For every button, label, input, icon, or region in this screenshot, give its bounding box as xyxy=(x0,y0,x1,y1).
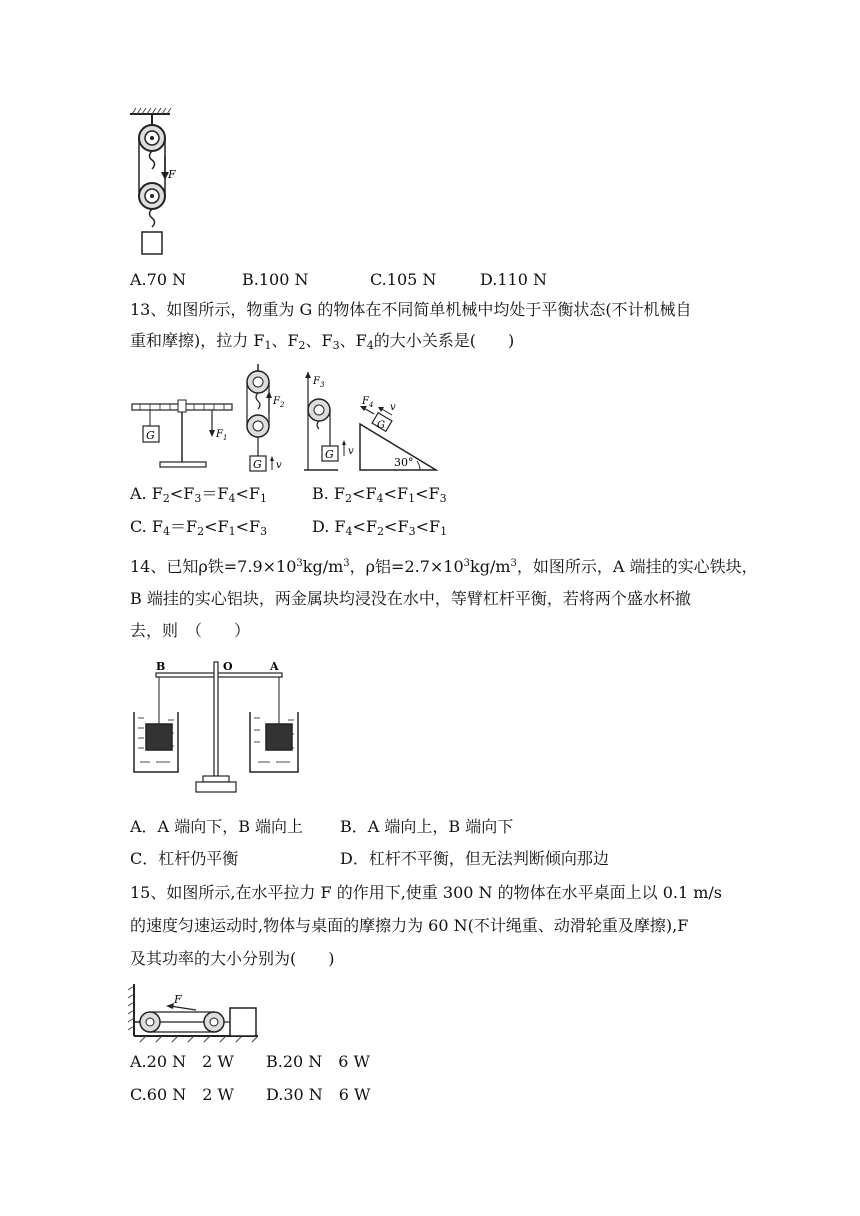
q13-angle-label: 30° xyxy=(394,456,414,469)
q13-question-line-2: 重和摩擦)，拉力 $F_1$、$F_2$、$F_3$、$F_4$的大小关系是( ) xyxy=(130,331,515,352)
q15-option-d: D.30 N 6 W xyxy=(266,1085,371,1104)
q14-label-o: O xyxy=(223,660,233,673)
q15-pulley-figure xyxy=(126,982,266,1042)
q12-option-d: D.110 N xyxy=(480,270,547,289)
q13-fixed-v-label: v xyxy=(348,446,354,457)
q14-option-c: C．杠杆仍平衡 xyxy=(130,849,239,868)
q13-lever-g-label: G xyxy=(146,429,155,442)
q13-fixed-f3-label: $F_3$ xyxy=(313,376,325,389)
q13-question-line-1: 13、如图所示，物重为 G 的物体在不同简单机械中均处于平衡状态(不计机械自 xyxy=(130,300,692,319)
q13-incline-f4-label: $F_4$ xyxy=(362,396,374,409)
q15-question-line-3: 及其功率的大小分别为( ) xyxy=(130,949,335,968)
q12-force-label: F xyxy=(168,168,176,181)
q14-question-line-1: 14、已知ρ铁$=7.9\times 10^3kg/m^3$，ρ铝$=2.7\times 10^3kg/m^3$，如图所示，A 端挂的实心铁块， xyxy=(130,557,758,576)
q13-incline-v-label: v xyxy=(390,402,396,413)
q13-fixed-g-label: G xyxy=(325,448,334,461)
q15-question-line-2: 的速度匀速运动时,物体与桌面的摩擦力为 60 N(不计绳重、动滑轮重及摩擦),F xyxy=(130,916,689,935)
q14-question-line-2: B 端挂的实心铝块，两金属块均浸没在水中，等臂杠杆平衡，若将两个盛水杯撤 xyxy=(130,589,691,608)
q14-question-line-3: 去，则 （ ） xyxy=(130,621,251,640)
q14-label-a: A xyxy=(270,660,279,673)
q15-option-b: B.20 N 6 W xyxy=(266,1052,371,1071)
q14-option-a: A．A 端向下，B 端向上 xyxy=(130,817,304,836)
q12-option-c: C.105 N xyxy=(370,270,437,289)
q14-option-d: D．杠杆不平衡，但无法判断倾向那边 xyxy=(340,849,609,868)
q13-machines-figure xyxy=(128,362,438,474)
q12-option-a: A.70 N xyxy=(130,270,187,289)
q14-option-b: B．A 端向上，B 端向下 xyxy=(340,817,514,836)
q13-pulley-v-label: v xyxy=(276,460,282,471)
q13-pulley-f2-label: $F_2$ xyxy=(273,396,285,409)
q15-force-label: F xyxy=(174,993,182,1006)
q14-label-b: B xyxy=(156,660,166,673)
q12-option-b: B.100 N xyxy=(242,270,309,289)
q14-lever-figure xyxy=(130,658,310,800)
q15-question-line-1: 15、如图所示,在水平拉力 F 的作用下,使重 300 N 的物体在水平桌面上以 0.1 m/s xyxy=(130,883,722,902)
q15-option-a: A.20 N 2 W xyxy=(130,1052,234,1071)
q13-pulley-g-label: G xyxy=(253,458,262,471)
q15-option-c: C.60 N 2 W xyxy=(130,1085,234,1104)
q13-option-c: C. $F_4=F_2<F_1<F_3$ xyxy=(130,517,268,538)
q13-lever-f1-label: $F_1$ xyxy=(216,429,228,442)
q13-option-a: A. $F_2<F_3=F_4<F_1$ xyxy=(130,484,267,505)
q13-option-d: D. $F_4<F_2<F_3<F_1$ xyxy=(312,517,448,538)
q13-option-b: B. $F_2<F_4<F_1<F_3$ xyxy=(312,484,447,505)
q13-incline-g-label: G xyxy=(377,420,385,431)
q12-pulley-figure xyxy=(126,108,186,258)
